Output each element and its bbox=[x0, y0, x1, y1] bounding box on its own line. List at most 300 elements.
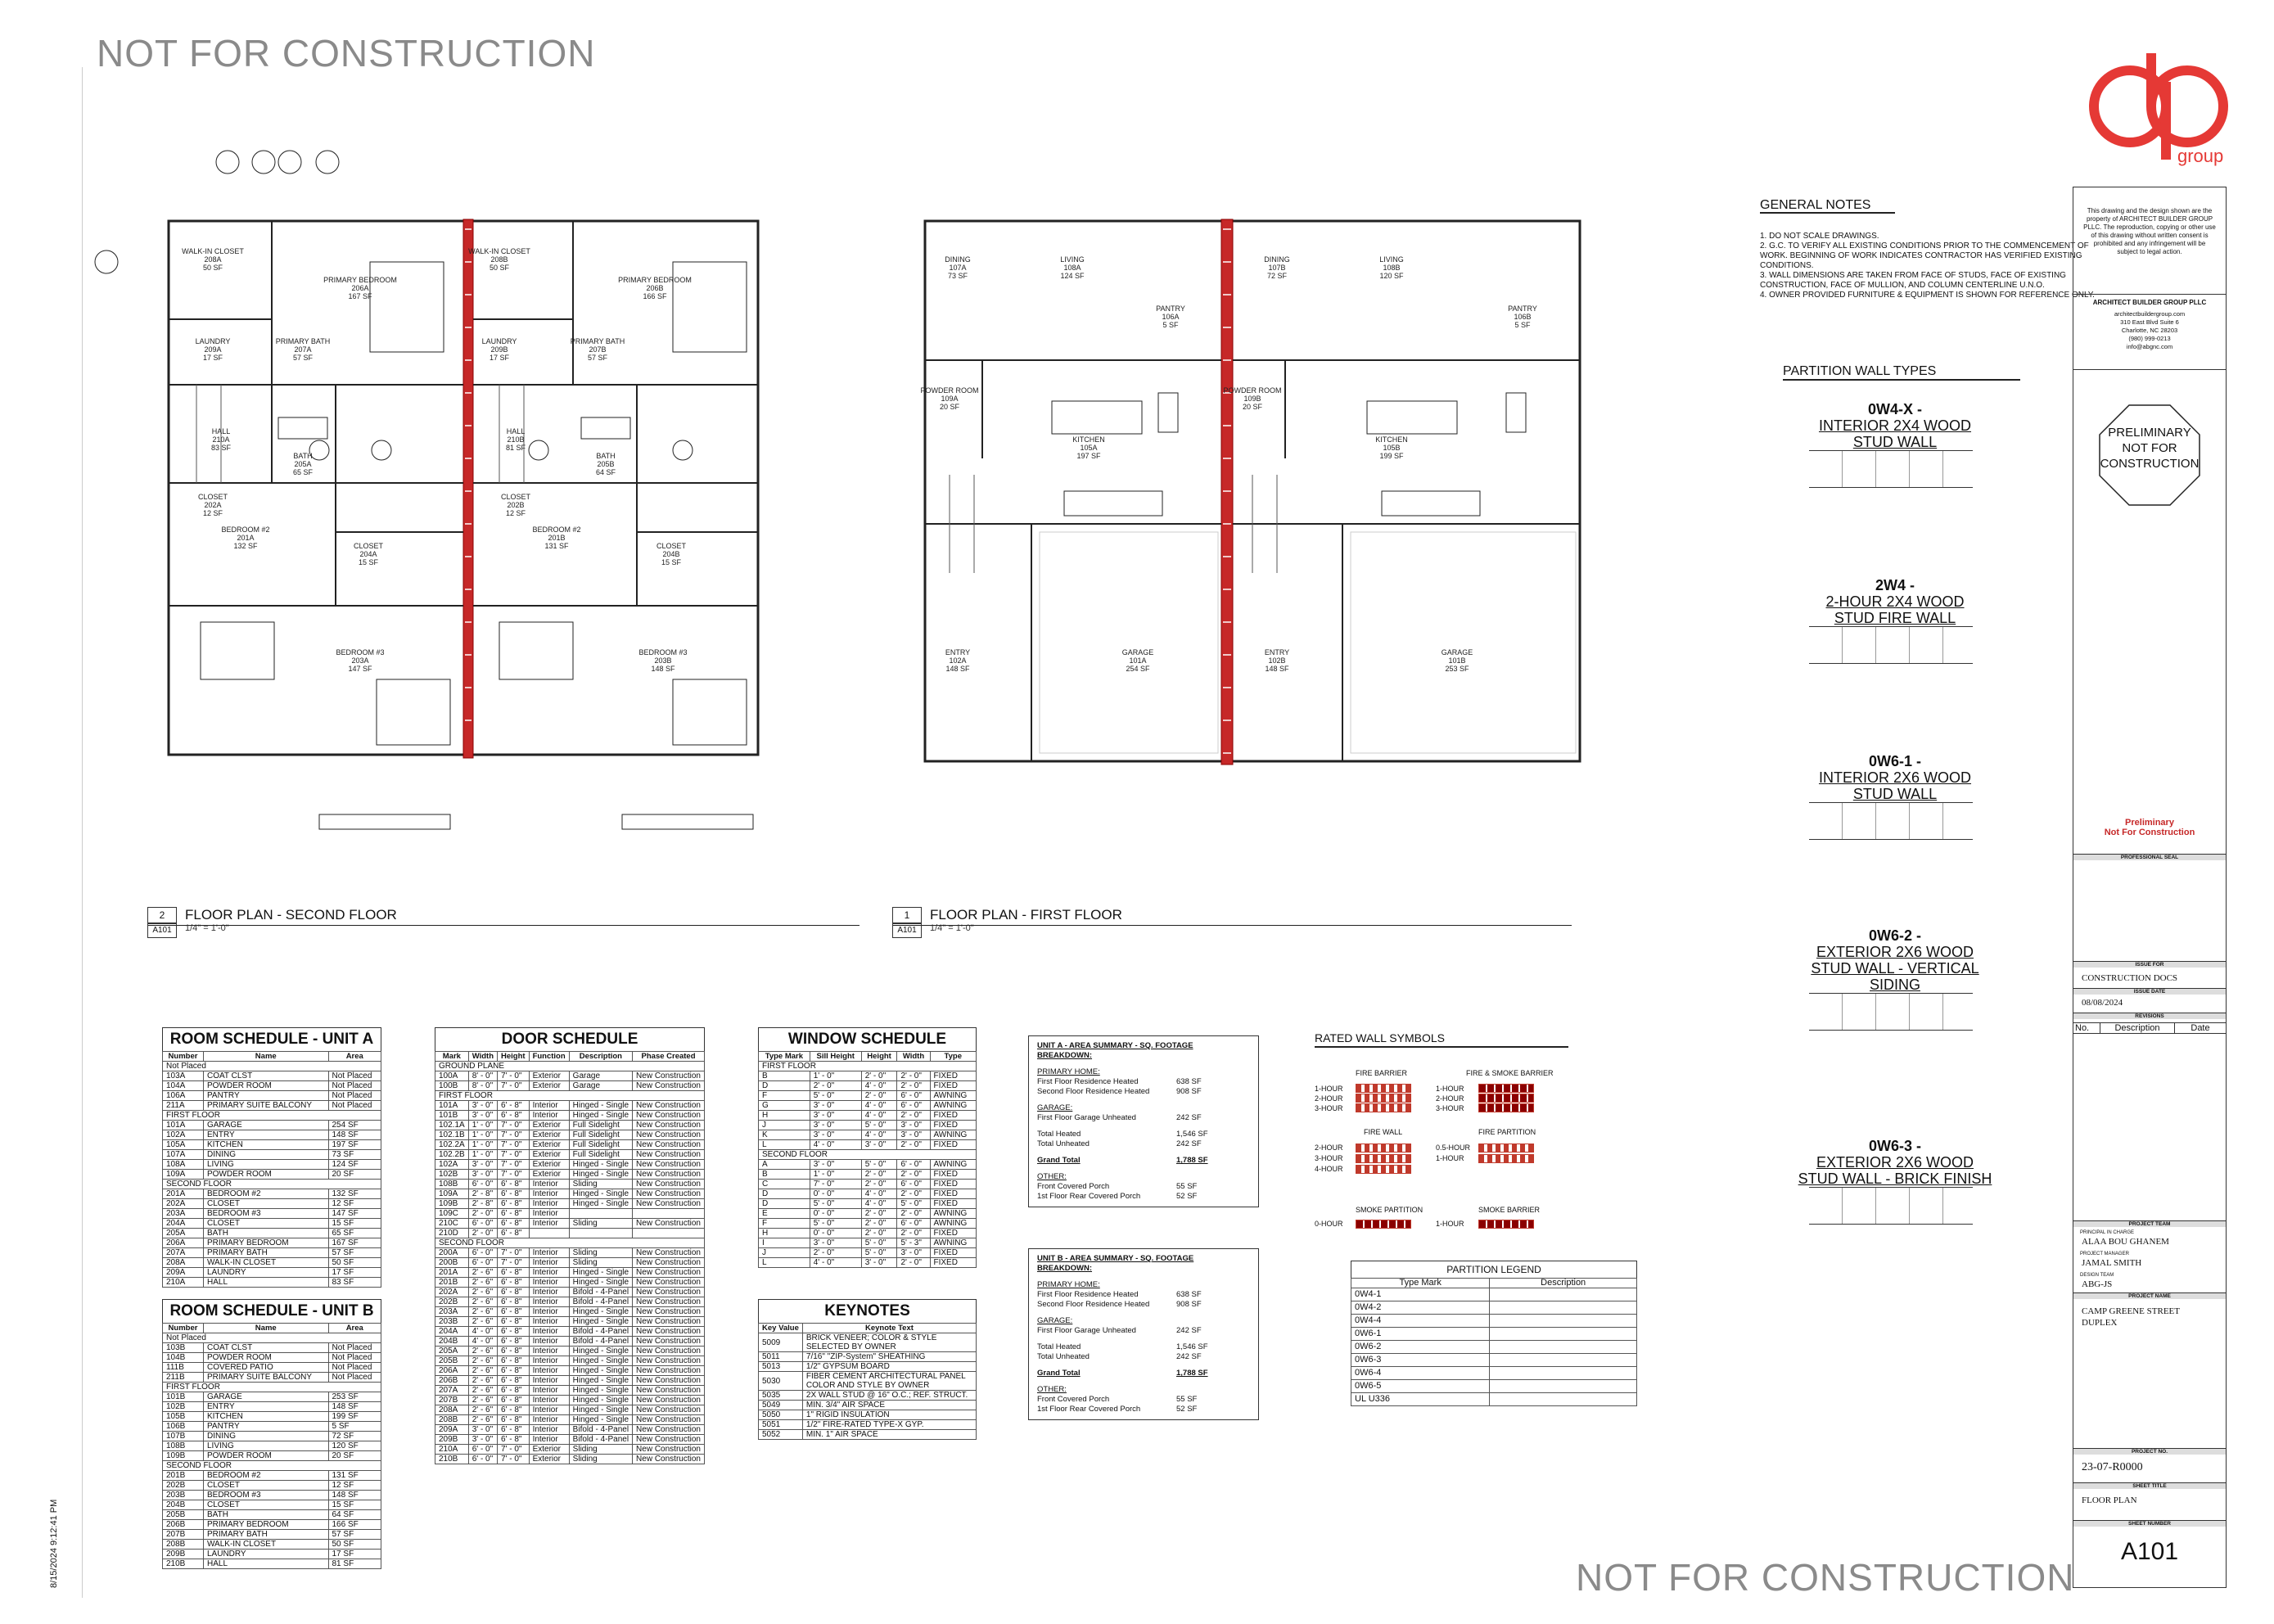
general-notes bbox=[1760, 198, 2104, 300]
table-cell: Exterior bbox=[529, 1455, 569, 1464]
firm-info-line: info@abgnc.com bbox=[2126, 343, 2173, 350]
room-label: PANTRY bbox=[1508, 304, 1537, 313]
table-cell: 4' - 0" bbox=[861, 1081, 897, 1091]
fsb-hours: 1-HOUR 2-HOUR 3-HOUR bbox=[1436, 1085, 1464, 1112]
table-cell: Exterior bbox=[529, 1160, 569, 1170]
table-row bbox=[759, 1150, 977, 1160]
room-label: CLOSET bbox=[500, 493, 531, 501]
area-section-title: OTHER: bbox=[1037, 1172, 1067, 1181]
table-row bbox=[759, 1062, 977, 1071]
table-cell: 7' - 0" bbox=[498, 1081, 530, 1091]
table-cell: 57 SF bbox=[328, 1248, 381, 1258]
table-cell: FIXED bbox=[930, 1229, 977, 1238]
table-row bbox=[1351, 1341, 1637, 1354]
area-row: Front Covered Porch 55 SF bbox=[1037, 1182, 1198, 1191]
room-label: 73 SF bbox=[947, 272, 968, 280]
table-row bbox=[163, 1248, 381, 1258]
table-row bbox=[759, 1372, 977, 1391]
table-cell: Bifold - 4-Panel bbox=[569, 1435, 632, 1445]
table-row bbox=[163, 1491, 381, 1500]
table-cell: New Construction bbox=[633, 1189, 705, 1199]
room-label: 202B bbox=[507, 501, 525, 509]
table-row bbox=[435, 1091, 705, 1101]
table-cell: 101B bbox=[435, 1111, 469, 1121]
table-cell: 3' - 0" bbox=[861, 1258, 897, 1268]
table-cell: 3' - 0" bbox=[861, 1140, 897, 1150]
table-row bbox=[759, 1160, 977, 1170]
table-cell: 2' - 0" bbox=[897, 1258, 930, 1268]
table-cell: 6' - 8" bbox=[498, 1396, 530, 1405]
table-cell: 1' - 0" bbox=[468, 1121, 497, 1130]
table-cell: 2' - 0" bbox=[468, 1209, 497, 1219]
table-cell: 100A bbox=[435, 1071, 469, 1081]
first-floor-plan bbox=[868, 147, 1621, 884]
wall-type-text: STUD FIRE WALL bbox=[1834, 610, 1956, 626]
table-cell bbox=[1490, 1393, 1637, 1406]
table-row bbox=[759, 1362, 977, 1372]
table-cell: New Construction bbox=[633, 1288, 705, 1297]
table-row bbox=[759, 1420, 977, 1430]
table-cell: 204B bbox=[163, 1500, 204, 1510]
table-cell: FIBER CEMENT ARCHITECTURAL PANEL COLOR AND STYLE BY OWNER bbox=[802, 1372, 976, 1391]
room-label: WALK-IN CLOSET bbox=[468, 247, 530, 255]
room-label: KITCHEN bbox=[1072, 435, 1105, 444]
table-cell: 3' - 0" bbox=[468, 1101, 497, 1111]
table-cell: 2' - 6" bbox=[468, 1278, 497, 1288]
table-cell: 2' - 0" bbox=[810, 1248, 861, 1258]
table-row bbox=[759, 1170, 977, 1180]
table-cell: 208B bbox=[435, 1415, 469, 1425]
table-cell: New Construction bbox=[633, 1435, 705, 1445]
table-cell bbox=[1490, 1301, 1637, 1315]
table-row bbox=[435, 1219, 705, 1229]
table-cell: 211A bbox=[163, 1101, 204, 1111]
table-cell: 2X WALL STUD @ 16" O.C.; REF. STRUCT. bbox=[802, 1391, 976, 1401]
room-label: BEDROOM #3 bbox=[638, 648, 688, 656]
room-label: PRIMARY BEDROOM bbox=[618, 276, 692, 284]
room-label: 102B bbox=[1268, 656, 1286, 665]
table-cell: 4' - 0" bbox=[861, 1130, 897, 1140]
area-section-title: GARAGE: bbox=[1037, 1316, 1073, 1325]
table-cell: Exterior bbox=[529, 1140, 569, 1150]
table-cell: Not Placed bbox=[328, 1081, 381, 1091]
table-cell: Interior bbox=[529, 1278, 569, 1288]
firm-info-line: (980) 999-0213 bbox=[2128, 335, 2171, 342]
table-cell: Bifold - 4-Panel bbox=[569, 1297, 632, 1307]
table-cell: 3' - 0" bbox=[810, 1111, 861, 1121]
table-row bbox=[435, 1071, 705, 1081]
table-cell: 2' - 6" bbox=[468, 1405, 497, 1415]
table-cell: New Construction bbox=[633, 1248, 705, 1258]
table-cell: 6' - 0" bbox=[468, 1445, 497, 1455]
table-row bbox=[1351, 1288, 1637, 1301]
table-cell: 2' - 6" bbox=[468, 1288, 497, 1297]
room-label: PANTRY bbox=[1156, 304, 1185, 313]
table-cell: 207A bbox=[163, 1248, 204, 1258]
room-label: 50 SF bbox=[202, 264, 223, 272]
table-cell: Sliding bbox=[569, 1180, 632, 1189]
room-label: 167 SF bbox=[348, 292, 372, 300]
table-cell: FIXED bbox=[930, 1258, 977, 1268]
table-cell: FIXED bbox=[930, 1248, 977, 1258]
table-row bbox=[435, 1396, 705, 1405]
table-title: PARTITION LEGEND bbox=[1351, 1261, 1637, 1278]
table-cell: Interior bbox=[529, 1405, 569, 1415]
table-cell: AWNING bbox=[930, 1130, 977, 1140]
logo-word: group bbox=[2177, 146, 2224, 166]
table-cell: 0W4-1 bbox=[1351, 1288, 1490, 1301]
table-row bbox=[163, 1333, 381, 1343]
table-header: Description bbox=[1490, 1279, 1637, 1288]
table-cell: 202B bbox=[163, 1481, 204, 1491]
table-cell: 0W6-3 bbox=[1351, 1354, 1490, 1367]
room-label: 105A bbox=[1080, 444, 1098, 452]
table-cell: 3' - 0" bbox=[810, 1121, 861, 1130]
room-label: 17 SF bbox=[489, 354, 510, 362]
issue-for-label: ISSUE FOR bbox=[2073, 961, 2226, 968]
area-row: First Floor Garage Unheated 242 SF bbox=[1037, 1113, 1202, 1122]
table-cell: BEDROOM #2 bbox=[203, 1189, 328, 1199]
room-label: 208B bbox=[490, 255, 508, 264]
room-label: 148 SF bbox=[945, 665, 970, 673]
table-cell: 6' - 8" bbox=[498, 1268, 530, 1278]
fire-barrier-label: FIRE BARRIER bbox=[1356, 1069, 1408, 1077]
table-cell: 5051 bbox=[759, 1420, 803, 1430]
room-label: 205A bbox=[294, 460, 312, 468]
table-cell: 2' - 6" bbox=[468, 1317, 497, 1327]
table-cell: 210D bbox=[435, 1229, 469, 1238]
table-cell: G bbox=[759, 1101, 810, 1111]
table-cell: Interior bbox=[529, 1356, 569, 1366]
wall-section-graphic bbox=[1809, 802, 1973, 840]
table-cell: 206A bbox=[435, 1366, 469, 1376]
firm-info bbox=[2073, 310, 2226, 351]
table-cell: 197 SF bbox=[328, 1140, 381, 1150]
table-cell: 5009 bbox=[759, 1333, 803, 1352]
table-cell: New Construction bbox=[633, 1130, 705, 1140]
table-cell: Hinged - Single bbox=[569, 1386, 632, 1396]
table-cell: 211B bbox=[163, 1373, 204, 1383]
table-cell: Not Placed bbox=[328, 1091, 381, 1101]
table-cell: 3' - 0" bbox=[468, 1160, 497, 1170]
wall-type-text: 0W6-2 - bbox=[1868, 927, 1921, 944]
table-row bbox=[759, 1258, 977, 1268]
table-row bbox=[759, 1219, 977, 1229]
table-row bbox=[759, 1111, 977, 1121]
table-cell: Not Placed bbox=[328, 1343, 381, 1353]
table-cell: Hinged - Single bbox=[569, 1170, 632, 1180]
table-row bbox=[435, 1258, 705, 1268]
table-cell: Hinged - Single bbox=[569, 1356, 632, 1366]
table-cell: Sliding bbox=[569, 1455, 632, 1464]
keynotes-table bbox=[758, 1299, 977, 1440]
table-cell: New Construction bbox=[633, 1258, 705, 1268]
table-cell: 208A bbox=[435, 1405, 469, 1415]
table-cell: 7' - 0" bbox=[498, 1248, 530, 1258]
table-cell: FIXED bbox=[930, 1140, 977, 1150]
table-cell: 102A bbox=[435, 1160, 469, 1170]
fw-hours: 2-HOUR 3-HOUR 4-HOUR bbox=[1315, 1144, 1343, 1173]
table-cell: 203B bbox=[435, 1317, 469, 1327]
table-cell: F bbox=[759, 1091, 810, 1101]
sp-hours: 0-HOUR bbox=[1315, 1220, 1343, 1228]
table-cell: 2' - 6" bbox=[468, 1396, 497, 1405]
principal-label: PRINCIPAL IN CHARGE bbox=[2080, 1230, 2135, 1235]
table-row bbox=[435, 1160, 705, 1170]
table-cell: 6' - 8" bbox=[498, 1356, 530, 1366]
table-header: Sill Height bbox=[810, 1052, 861, 1062]
table-cell: 6' - 8" bbox=[498, 1111, 530, 1121]
room-label: CLOSET bbox=[353, 542, 384, 550]
table-cell: 203A bbox=[435, 1307, 469, 1317]
table-header: Number bbox=[163, 1052, 204, 1062]
table-cell: 206B bbox=[435, 1376, 469, 1386]
table-row bbox=[163, 1071, 381, 1081]
table-cell: 2' - 6" bbox=[468, 1347, 497, 1356]
table-cell: 7/16" "ZIP-System" SHEATHING bbox=[802, 1352, 976, 1362]
table-cell: 107A bbox=[163, 1150, 204, 1160]
sheet-title-label: SHEET TITLE bbox=[2073, 1482, 2226, 1489]
title-block bbox=[2073, 187, 2227, 1588]
sheet-title: FLOOR PLAN bbox=[2082, 1495, 2137, 1505]
table-cell: New Construction bbox=[633, 1170, 705, 1180]
table-cell: PRIMARY SUITE BALCONY bbox=[203, 1101, 328, 1111]
table-cell: HALL bbox=[203, 1559, 328, 1569]
table-cell: Interior bbox=[529, 1297, 569, 1307]
table-cell: 0W4-4 bbox=[1351, 1315, 1490, 1328]
table-cell bbox=[569, 1209, 632, 1219]
table-group: Not Placed bbox=[163, 1333, 381, 1343]
wall-type-text: EXTERIOR 2X6 WOOD bbox=[1816, 1154, 1974, 1171]
wall-type-text: 2-HOUR 2X4 WOOD bbox=[1825, 593, 1965, 610]
table-cell: 20 SF bbox=[328, 1170, 381, 1180]
table-cell: Interior bbox=[529, 1258, 569, 1268]
room-label: 124 SF bbox=[1060, 272, 1085, 280]
table-cell: 167 SF bbox=[328, 1238, 381, 1248]
table-cell: 202B bbox=[435, 1297, 469, 1307]
room-label: 210A bbox=[212, 435, 230, 444]
room-label: 147 SF bbox=[348, 665, 372, 673]
table-cell: Bifold - 4-Panel bbox=[569, 1337, 632, 1347]
table-header: Area bbox=[328, 1052, 381, 1062]
room-label: GARAGE bbox=[1121, 648, 1154, 656]
second-floor-number: 2 bbox=[147, 907, 177, 923]
area-row: First Floor Residence Heated 638 SF bbox=[1037, 1290, 1202, 1299]
first-floor-sheet: A101 bbox=[892, 923, 922, 938]
table-cell: Hinged - Single bbox=[569, 1317, 632, 1327]
table-cell: New Construction bbox=[633, 1347, 705, 1356]
table-cell: 2' - 0" bbox=[861, 1071, 897, 1081]
table-row bbox=[435, 1317, 705, 1327]
firm-info-line: Charlotte, NC 28203 bbox=[2121, 327, 2178, 334]
fire-smoke-swatch bbox=[1478, 1084, 1534, 1113]
table-cell: FIXED bbox=[930, 1071, 977, 1081]
room-label: ENTRY bbox=[945, 648, 971, 656]
table-cell: Interior bbox=[529, 1386, 569, 1396]
table-header: Area bbox=[328, 1324, 381, 1333]
table-row bbox=[435, 1209, 705, 1219]
table-cell: 6' - 8" bbox=[498, 1386, 530, 1396]
table-cell: LIVING bbox=[203, 1441, 328, 1451]
table-cell: 6' - 8" bbox=[498, 1327, 530, 1337]
table-row bbox=[435, 1081, 705, 1091]
table-header: Height bbox=[861, 1052, 897, 1062]
project-no-label: PROJECT NO. bbox=[2073, 1448, 2226, 1455]
table-cell: 2' - 0" bbox=[897, 1071, 930, 1081]
table-cell: New Construction bbox=[633, 1278, 705, 1288]
room-label: 203B bbox=[654, 656, 672, 665]
area-section-title: GARAGE: bbox=[1037, 1103, 1073, 1112]
table-header: Phase Created bbox=[633, 1052, 705, 1062]
table-row bbox=[435, 1327, 705, 1337]
table-header: Mark bbox=[435, 1052, 469, 1062]
room-label: KITCHEN bbox=[1375, 435, 1408, 444]
table-row bbox=[759, 1071, 977, 1081]
table-row bbox=[435, 1121, 705, 1130]
table-header: Key Value bbox=[759, 1324, 803, 1333]
fire-wall-swatch bbox=[1356, 1143, 1411, 1175]
room-label: 72 SF bbox=[1266, 272, 1288, 280]
table-cell: 201A bbox=[163, 1189, 204, 1199]
wall-type-0 bbox=[1793, 401, 1997, 450]
table-cell: 1' - 0" bbox=[468, 1150, 497, 1160]
table-row bbox=[1351, 1393, 1637, 1406]
table-row bbox=[163, 1353, 381, 1363]
table-cell: BRICK VENEER; COLOR & STYLE SELECTED BY OWNER bbox=[802, 1333, 976, 1352]
table-cell: 2' - 0" bbox=[897, 1140, 930, 1150]
table-cell: Full Sidelight bbox=[569, 1140, 632, 1150]
room-label: 253 SF bbox=[1445, 665, 1469, 673]
design-team-label: DESIGN TEAM bbox=[2080, 1273, 2114, 1278]
table-cell: 208B bbox=[163, 1540, 204, 1550]
table-cell: 50 SF bbox=[328, 1258, 381, 1268]
table-cell: 103A bbox=[163, 1071, 204, 1081]
table-cell: 206A bbox=[163, 1238, 204, 1248]
area-title: UNIT B - AREA SUMMARY - SQ. FOOTAGE BREAKDOWN: bbox=[1037, 1254, 1194, 1273]
table-row bbox=[163, 1199, 381, 1209]
table-cell: 6' - 0" bbox=[897, 1091, 930, 1101]
room-label: 81 SF bbox=[505, 444, 526, 452]
table-cell: Full Sidelight bbox=[569, 1121, 632, 1130]
room-label: LAUNDRY bbox=[481, 337, 517, 345]
wall-type-4 bbox=[1793, 1138, 1997, 1187]
room-label: 108A bbox=[1063, 264, 1081, 272]
area-summary-unit-b bbox=[1028, 1248, 1259, 1420]
first-floor-title bbox=[892, 907, 1122, 933]
room-label: 199 SF bbox=[1379, 452, 1404, 460]
table-cell: HALL bbox=[203, 1278, 328, 1288]
table-row bbox=[163, 1268, 381, 1278]
table-row bbox=[1351, 1315, 1637, 1328]
table-cell: 2' - 6" bbox=[468, 1376, 497, 1386]
room-label: 105B bbox=[1383, 444, 1401, 452]
table-row bbox=[163, 1091, 381, 1101]
general-note-item: 3. WALL DIMENSIONS ARE TAKEN FROM FACE OF STUDS, FACE OF EXISTING CONSTRUCTION, FACE OF MULLION, AND COLUMN CENTERLINE U.N.O. bbox=[1760, 271, 2066, 290]
table-cell: Hinged - Single bbox=[569, 1366, 632, 1376]
table-cell: 205A bbox=[163, 1229, 204, 1238]
table-cell: 5' - 0" bbox=[861, 1160, 897, 1170]
table-cell: 6' - 0" bbox=[468, 1219, 497, 1229]
table-cell: 120 SF bbox=[328, 1441, 381, 1451]
table-cell: 6' - 8" bbox=[498, 1297, 530, 1307]
table-header: Name bbox=[203, 1324, 328, 1333]
table-row bbox=[759, 1229, 977, 1238]
table-cell: New Construction bbox=[633, 1445, 705, 1455]
table-cell: Not Placed bbox=[328, 1353, 381, 1363]
table-cell: 2' - 0" bbox=[897, 1229, 930, 1238]
table-cell: 109C bbox=[435, 1209, 469, 1219]
table-cell: 5' - 0" bbox=[810, 1199, 861, 1209]
table-row bbox=[759, 1140, 977, 1150]
wall-type-text: STUD WALL bbox=[1852, 786, 1938, 802]
area-row: First Floor Garage Unheated 242 SF bbox=[1037, 1326, 1202, 1335]
table-cell: 210B bbox=[163, 1559, 204, 1569]
table-cell: 2' - 6" bbox=[468, 1268, 497, 1278]
table-cell: 3' - 0" bbox=[468, 1435, 497, 1445]
table-cell: Hinged - Single bbox=[569, 1101, 632, 1111]
area-section-title: PRIMARY HOME: bbox=[1037, 1067, 1100, 1076]
table-cell: 2' - 0" bbox=[861, 1219, 897, 1229]
table-cell: 6' - 8" bbox=[498, 1415, 530, 1425]
table-cell: 6' - 0" bbox=[897, 1219, 930, 1229]
table-cell: F bbox=[759, 1219, 810, 1229]
table-cell: New Construction bbox=[633, 1317, 705, 1327]
table-cell: 104A bbox=[163, 1081, 204, 1091]
table-cell: New Construction bbox=[633, 1376, 705, 1386]
table-row bbox=[163, 1481, 381, 1491]
table-row bbox=[435, 1278, 705, 1288]
table-cell: 5' - 0" bbox=[810, 1091, 861, 1101]
print-stamp: 8/15/2024 9:12:41 PM bbox=[49, 1499, 59, 1588]
rated-wall-symbols bbox=[1315, 1031, 1568, 1275]
table-cell: New Construction bbox=[633, 1405, 705, 1415]
table-group: FIRST FLOOR bbox=[163, 1383, 381, 1392]
room-label: HALL bbox=[211, 427, 231, 435]
table-row bbox=[435, 1268, 705, 1278]
room-label: WALK-IN CLOSET bbox=[182, 247, 244, 255]
table-cell: New Construction bbox=[633, 1150, 705, 1160]
table-row bbox=[163, 1189, 381, 1199]
table-cell: BEDROOM #3 bbox=[203, 1491, 328, 1500]
table-row bbox=[435, 1111, 705, 1121]
table-cell: New Construction bbox=[633, 1180, 705, 1189]
wall-type-1 bbox=[1793, 577, 1997, 626]
table-group: FIRST FLOOR bbox=[759, 1062, 977, 1071]
table-cell: New Construction bbox=[633, 1415, 705, 1425]
table-cell: Interior bbox=[529, 1199, 569, 1209]
table-cell: 83 SF bbox=[328, 1278, 381, 1288]
table-row bbox=[163, 1278, 381, 1288]
area-row: Total Heated 1,546 SF bbox=[1037, 1342, 1208, 1351]
first-floor-title-text: FLOOR PLAN - FIRST FLOOR bbox=[930, 907, 1122, 923]
table-cell bbox=[633, 1209, 705, 1219]
table-row bbox=[163, 1111, 381, 1121]
table-cell: 5' - 0" bbox=[861, 1248, 897, 1258]
table-row bbox=[163, 1150, 381, 1160]
table-cell: 15 SF bbox=[328, 1500, 381, 1510]
room-label: GARAGE bbox=[1441, 648, 1473, 656]
table-cell: Interior bbox=[529, 1425, 569, 1435]
table-cell: New Construction bbox=[633, 1219, 705, 1229]
table-cell: Sliding bbox=[569, 1258, 632, 1268]
table-row bbox=[163, 1373, 381, 1383]
table-cell: New Construction bbox=[633, 1307, 705, 1317]
area-row: Grand Total 1,788 SF bbox=[1037, 1369, 1208, 1378]
table-cell: 3' - 0" bbox=[468, 1425, 497, 1435]
table-row bbox=[759, 1189, 977, 1199]
table-cell: 101A bbox=[435, 1101, 469, 1111]
table-cell: 203A bbox=[163, 1209, 204, 1219]
